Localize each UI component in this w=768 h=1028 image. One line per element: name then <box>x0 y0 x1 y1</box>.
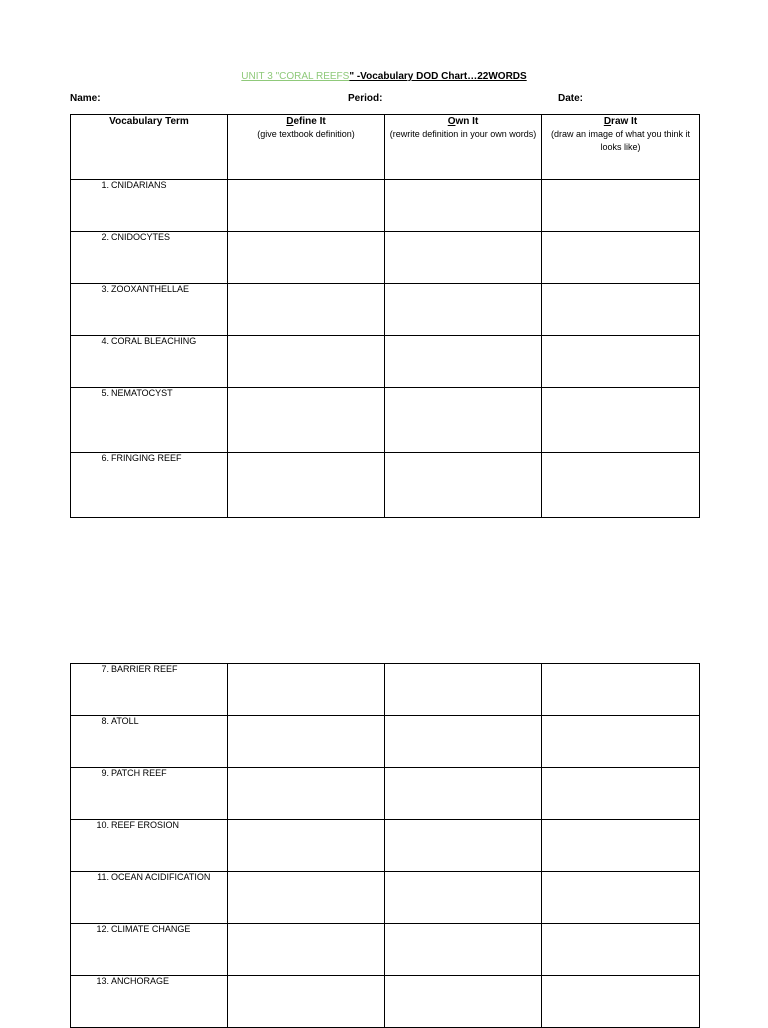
term-word: NEMATOCYST <box>111 388 173 398</box>
table-row <box>71 872 700 924</box>
own-cell[interactable] <box>385 768 542 820</box>
header-draw-label: raw It <box>611 116 638 127</box>
draw-cell[interactable] <box>542 664 700 716</box>
own-cell[interactable] <box>385 716 542 768</box>
define-cell[interactable] <box>228 872 385 924</box>
own-cell[interactable] <box>385 820 542 872</box>
draw-cell[interactable] <box>542 716 700 768</box>
define-cell[interactable] <box>228 180 385 232</box>
term-cell <box>71 716 228 768</box>
term-word: CNIDARIANS <box>111 180 167 190</box>
term-word: FRINGING REEF <box>111 453 182 463</box>
table-row <box>71 336 700 388</box>
draw-cell[interactable] <box>542 820 700 872</box>
define-cell[interactable] <box>228 388 385 453</box>
draw-cell[interactable] <box>542 768 700 820</box>
draw-cell[interactable] <box>542 924 700 976</box>
header-define <box>228 115 385 180</box>
define-cell[interactable] <box>228 716 385 768</box>
term-number: 5. <box>101 388 109 398</box>
period-label: Period: <box>348 93 383 104</box>
term-word: ZOOXANTHELLAE <box>111 284 190 294</box>
table-row <box>71 453 700 518</box>
term-cell <box>71 180 228 232</box>
draw-cell[interactable] <box>542 180 700 232</box>
define-cell[interactable] <box>228 768 385 820</box>
term-number: 3. <box>101 284 109 294</box>
term-number: 10. <box>96 820 109 830</box>
define-cell[interactable] <box>228 924 385 976</box>
page-title <box>0 71 768 82</box>
term-number: 2. <box>101 232 109 242</box>
term-cell <box>71 664 228 716</box>
define-cell[interactable] <box>228 453 385 518</box>
term-word: CNIDOCYTES <box>111 232 171 242</box>
own-cell[interactable] <box>385 664 542 716</box>
term-number: 11. <box>97 872 109 882</box>
draw-cell[interactable] <box>542 976 700 1028</box>
table-header-row <box>71 115 700 180</box>
vocabulary-table-page-1 <box>70 114 700 518</box>
table-row <box>71 976 700 1028</box>
define-cell[interactable] <box>228 820 385 872</box>
term-number: 8. <box>101 716 109 726</box>
own-cell[interactable] <box>385 388 542 453</box>
header-define-sub: (give textbook definition) <box>257 129 355 139</box>
own-cell[interactable] <box>385 453 542 518</box>
name-label: Name: <box>70 93 101 104</box>
draw-cell[interactable] <box>542 453 700 518</box>
term-cell <box>71 453 228 518</box>
header-term <box>71 115 228 180</box>
vocabulary-table-page-2 <box>70 663 700 1028</box>
header-draw-initial: D <box>603 116 612 127</box>
draw-cell[interactable] <box>542 232 700 284</box>
term-cell <box>71 388 228 453</box>
table-row <box>71 180 700 232</box>
term-cell <box>71 924 228 976</box>
own-cell[interactable] <box>385 180 542 232</box>
header-own-initial: O <box>447 116 456 127</box>
term-cell <box>71 820 228 872</box>
draw-cell[interactable] <box>542 336 700 388</box>
term-number: 6. <box>101 453 109 463</box>
title-rest: " -Vocabulary DOD Chart…22WORDS <box>349 71 527 82</box>
table-row <box>71 768 700 820</box>
header-own-sub: (rewrite definition in your own words) <box>389 129 537 139</box>
header-own-label: wn It <box>455 116 479 127</box>
own-cell[interactable] <box>385 872 542 924</box>
term-word: CORAL BLEACHING <box>111 336 197 346</box>
term-number: 7. <box>101 664 109 674</box>
own-cell[interactable] <box>385 284 542 336</box>
header-define-initial: D <box>286 116 294 127</box>
term-word: REEF EROSION <box>111 820 180 830</box>
header-draw-sub: (draw an image of what you think it looks like) <box>550 129 691 152</box>
term-number: 12. <box>96 924 109 934</box>
term-cell <box>71 768 228 820</box>
table-row <box>71 232 700 284</box>
own-cell[interactable] <box>385 924 542 976</box>
term-word: ATOLL <box>111 716 139 726</box>
draw-cell[interactable] <box>542 388 700 453</box>
table-row <box>71 924 700 976</box>
term-word: BARRIER REEF <box>111 664 178 674</box>
define-cell[interactable] <box>228 232 385 284</box>
own-cell[interactable] <box>385 232 542 284</box>
term-cell <box>71 872 228 924</box>
term-cell <box>71 976 228 1028</box>
term-word: PATCH REEF <box>111 768 167 778</box>
table-row <box>71 716 700 768</box>
define-cell[interactable] <box>228 284 385 336</box>
table-row <box>71 820 700 872</box>
term-cell <box>71 336 228 388</box>
own-cell[interactable] <box>385 976 542 1028</box>
table-row <box>71 284 700 336</box>
term-cell <box>71 284 228 336</box>
term-number: 13. <box>96 976 109 986</box>
header-term-label: Vocabulary Term <box>109 116 189 127</box>
term-word: OCEAN ACIDIFICATION <box>111 872 211 882</box>
term-number: 9. <box>101 768 109 778</box>
term-word: ANCHORAGE <box>111 976 170 986</box>
term-number: 4. <box>101 336 109 346</box>
draw-cell[interactable] <box>542 872 700 924</box>
table-row <box>71 664 700 716</box>
term-word: CLIMATE CHANGE <box>111 924 191 934</box>
header-draw <box>542 115 700 180</box>
term-cell <box>71 232 228 284</box>
term-number: 1. <box>101 180 109 190</box>
table-row <box>71 388 700 453</box>
date-label: Date: <box>558 93 584 104</box>
draw-cell[interactable] <box>542 284 700 336</box>
own-cell[interactable] <box>385 336 542 388</box>
define-cell[interactable] <box>228 336 385 388</box>
title-unit: UNIT 3 "CORAL REEFS <box>241 71 350 82</box>
header-define-label: efine It <box>293 116 326 127</box>
define-cell[interactable] <box>228 976 385 1028</box>
define-cell[interactable] <box>228 664 385 716</box>
header-own <box>385 115 542 180</box>
